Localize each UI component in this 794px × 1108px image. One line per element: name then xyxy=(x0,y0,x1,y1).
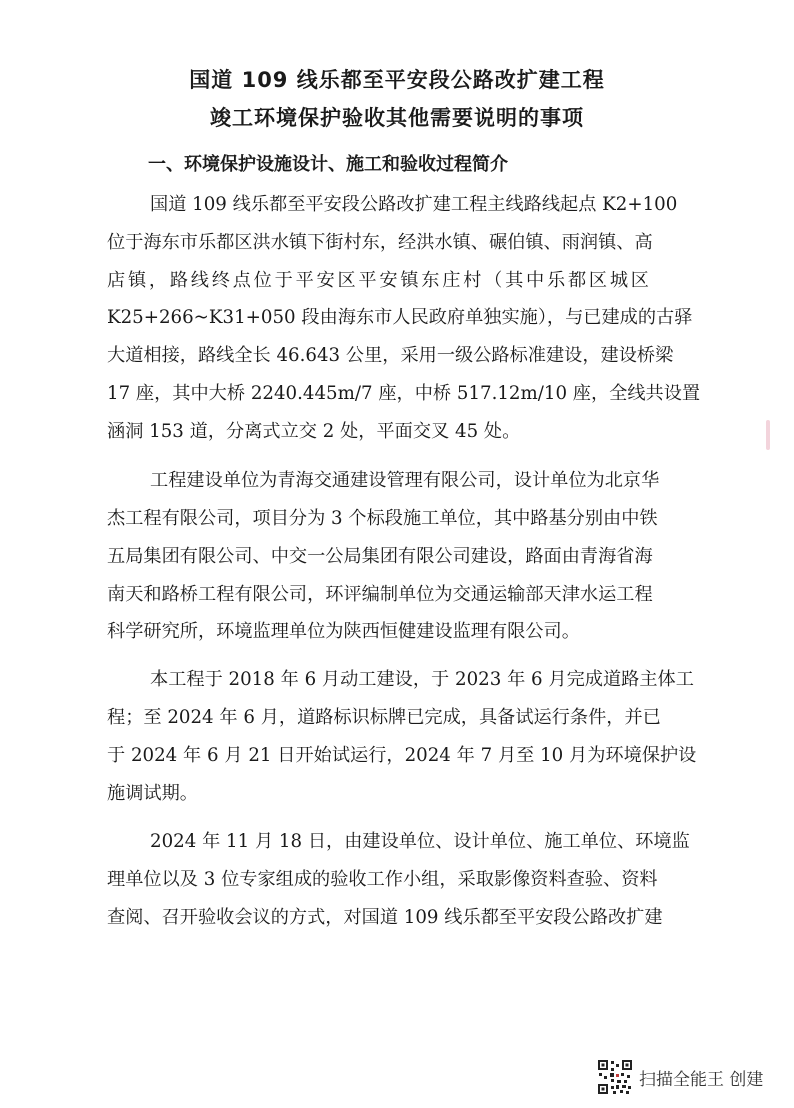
document-title-line-1: 国道 109 线乐都至平安段公路改扩建工程 xyxy=(189,68,605,92)
paragraph-4-line-3: 查阅、召开验收会议的方式，对国道 109 线乐都至平安段公路改扩建 xyxy=(107,907,663,928)
paragraph-1-line-3: 店镇，路线终点位于平安区平安镇东庄村（其中乐都区城区 xyxy=(107,270,649,291)
paragraph-3-line-3: 于 2024 年 6 月 21 日开始试运行，2024 年 7 月至 10 月为环境保护设 xyxy=(107,745,697,766)
qr-code-icon xyxy=(597,1059,633,1095)
paragraph-3-line-4: 施调试期。 xyxy=(107,783,198,804)
document-title-line-2: 竣工环境保护验收其他需要说明的事项 xyxy=(210,106,584,130)
paragraph-4-line-1: 2024 年 11 月 18 日，由建设单位、设计单位、施工单位、环境监 xyxy=(150,831,690,852)
paragraph-1-line-4: K25+266~K31+050 段由海东市人民政府单独实施），与已建成的古驿 xyxy=(107,307,693,328)
scanner-watermark xyxy=(597,1057,763,1097)
scan-mark xyxy=(766,420,770,450)
paragraph-3-line-2: 程；至 2024 年 6 月，道路标识标牌已完成，具备试运行条件，并已 xyxy=(107,707,661,728)
scanner-text: 扫描全能王 创建 xyxy=(639,1069,764,1090)
section-heading: 一、环境保护设施设计、施工和验收过程简介 xyxy=(148,154,508,175)
paragraph-2-line-4: 南天和路桥工程有限公司，环评编制单位为交通运输部天津水运工程 xyxy=(107,584,653,605)
paragraph-2-line-1: 工程建设单位为青海交通建设管理有限公司，设计单位为北京华 xyxy=(150,470,660,491)
paragraph-3-line-1: 本工程于 2018 年 6 月动工建设，于 2023 年 6 月完成道路主体工 xyxy=(150,669,694,690)
paragraph-1-line-7: 涵洞 153 道，分离式立交 2 处，平面交叉 45 处。 xyxy=(107,421,521,442)
paragraph-1-line-5: 大道相接，路线全长 46.643 公里，采用一级公路标准建设，建设桥梁 xyxy=(107,345,674,366)
paragraph-4-line-2: 理单位以及 3 位专家组成的验收工作小组，采取影像资料查验、资料 xyxy=(107,869,658,890)
paragraph-1-line-1: 国道 109 线乐都至平安段公路改扩建工程主线路线起点 K2+100 xyxy=(150,194,678,215)
paragraph-1-line-6: 17 座，其中大桥 2240.445m/7 座，中桥 517.12m/10 座，全线共设置 xyxy=(107,383,701,404)
paragraph-1-line-2: 位于海东市乐都区洪水镇下街村东，经洪水镇、碾伯镇、雨润镇、高 xyxy=(107,232,653,253)
paragraph-2-line-5: 科学研究所，环境监理单位为陕西恒健建设监理有限公司。 xyxy=(107,621,580,642)
paragraph-2-line-3: 五局集团有限公司、中交一公局集团有限公司建设，路面由青海省海 xyxy=(107,546,653,567)
paragraph-2-line-2: 杰工程有限公司，项目分为 3 个标段施工单位，其中路基分别由中铁 xyxy=(107,508,658,529)
